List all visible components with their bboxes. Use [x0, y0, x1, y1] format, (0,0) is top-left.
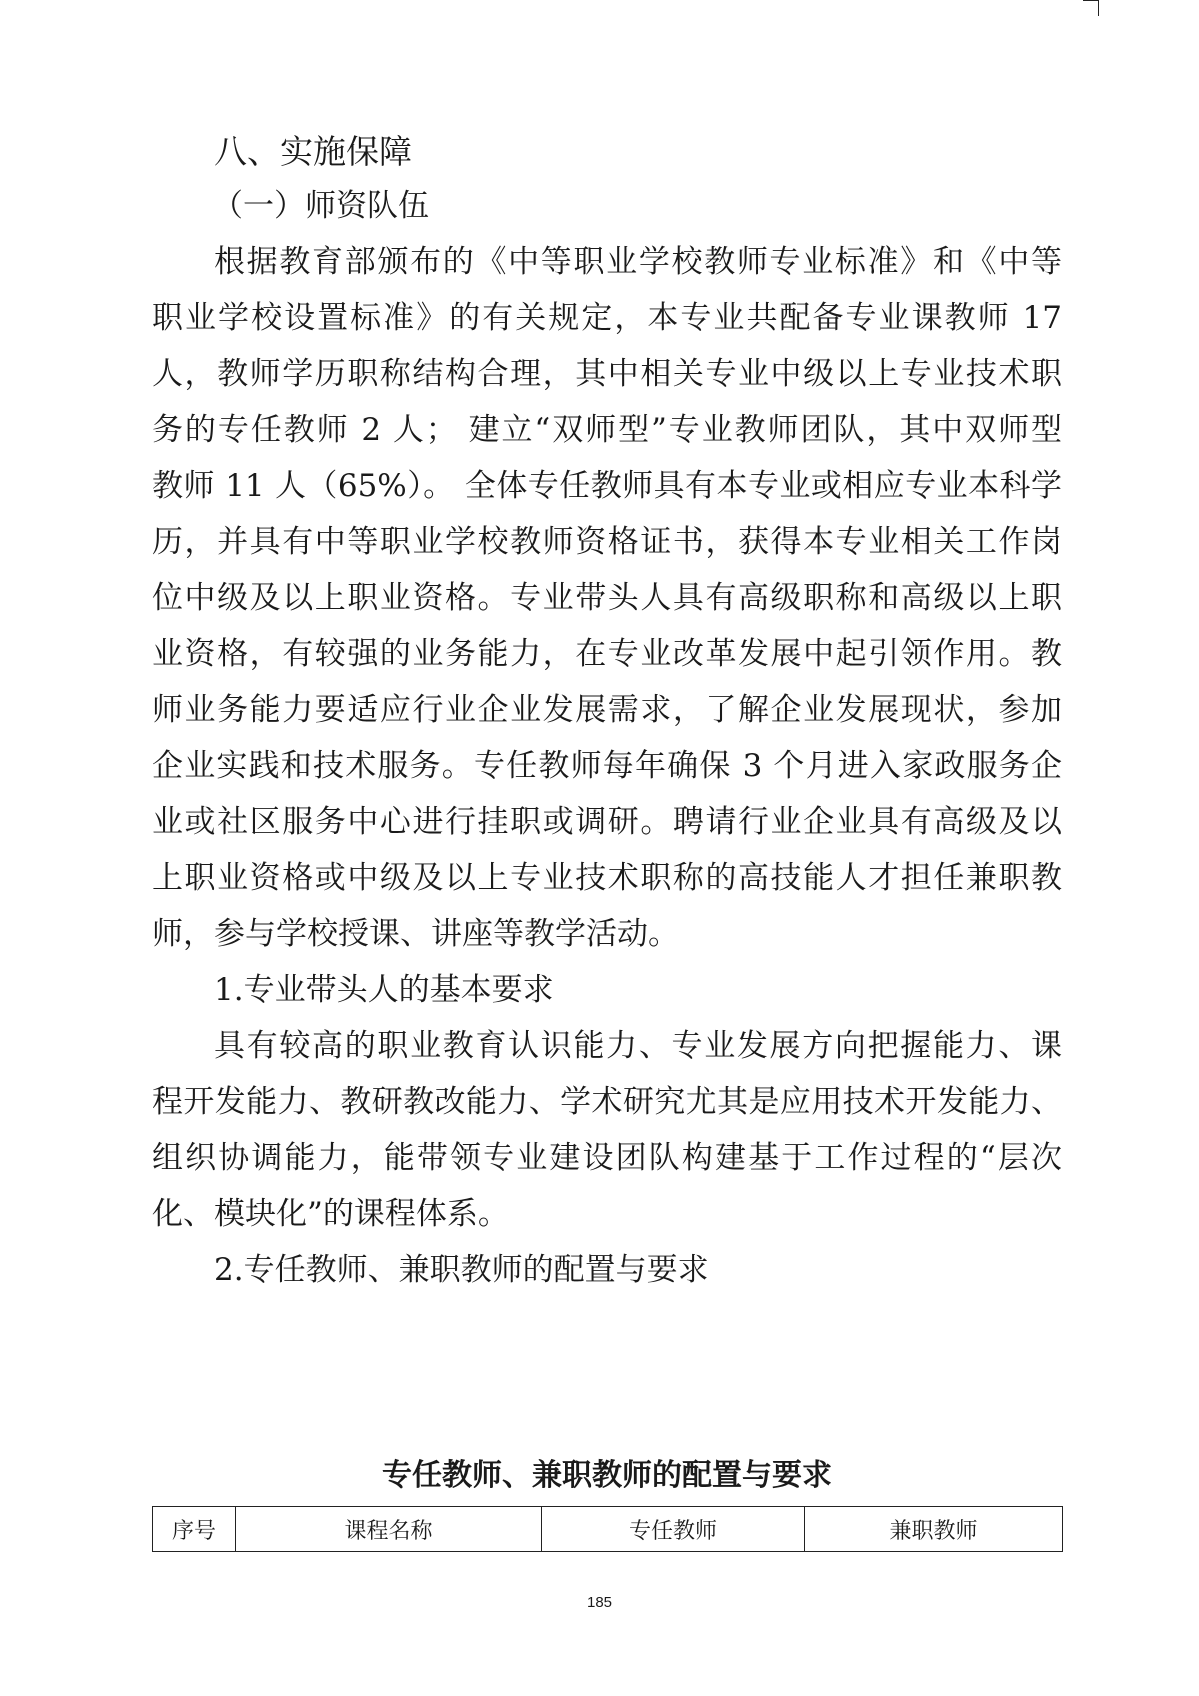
column-header-index: 序号	[153, 1507, 236, 1552]
paragraph-line: 务的专任教师 2 人； 建立“双师型”专业教师团队，其中双师型	[152, 412, 1062, 448]
table-header-row	[153, 1507, 1063, 1552]
item-2-heading: 2.专任教师、兼职教师的配置与要求	[214, 1252, 709, 1288]
paragraph-line: 上职业资格或中级及以上专业技术职称的高技能人才担任兼职教	[152, 860, 1062, 896]
column-header-fulltime: 专任教师	[542, 1507, 805, 1552]
paragraph-line: 化、模块化”的课程体系。	[152, 1196, 509, 1232]
paragraph-line: 业资格，有较强的业务能力，在专业改革发展中起引领作用。教	[152, 636, 1062, 672]
item-1-heading: 1.专业带头人的基本要求	[214, 972, 554, 1008]
paragraph-line: 具有较高的职业教育认识能力、专业发展方向把握能力、课	[214, 1028, 1062, 1064]
page-number: 185	[586, 1594, 613, 1611]
paragraph-line: 教师 11 人（65%）。 全体专任教师具有本专业或相应专业本科学	[152, 468, 1062, 504]
paragraph-line: 职业学校设置标准》的有关规定，本专业共配备专业课教师 17	[152, 300, 1062, 336]
paragraph-line: 业或社区服务中心进行挂职或调研。聘请行业企业具有高级及以	[152, 804, 1062, 840]
table-title: 专任教师、兼职教师的配置与要求	[382, 1458, 832, 1493]
paragraph-line: 根据教育部颁布的《中等职业学校教师专业标准》和《中等	[214, 244, 1062, 280]
paragraph-line: 程开发能力、教研教改能力、学术研究尤其是应用技术开发能力、	[152, 1084, 1062, 1120]
column-header-course: 课程名称	[236, 1507, 542, 1552]
crop-mark	[1083, 0, 1099, 16]
paragraph-line: 师业务能力要适应行业企业发展需求，了解企业发展现状，参加	[152, 692, 1062, 728]
staff-table	[152, 1506, 1063, 1552]
subsection-heading: （一）师资队伍	[212, 188, 429, 224]
paragraph-line: 历，并具有中等职业学校教师资格证书，获得本专业相关工作岗	[152, 524, 1062, 560]
section-heading: 八、实施保障	[214, 132, 412, 171]
paragraph-line: 位中级及以上职业资格。专业带头人具有高级职称和高级以上职	[152, 580, 1062, 616]
paragraph-line: 组织协调能力，能带领专业建设团队构建基于工作过程的“层次	[152, 1140, 1062, 1176]
paragraph-line: 师，参与学校授课、讲座等教学活动。	[152, 916, 679, 952]
paragraph-line: 企业实践和技术服务。专任教师每年确保 3 个月进入家政服务企	[152, 748, 1062, 784]
paragraph-line: 人，教师学历职称结构合理，其中相关专业中级以上专业技术职	[152, 356, 1062, 392]
column-header-parttime: 兼职教师	[805, 1507, 1063, 1552]
